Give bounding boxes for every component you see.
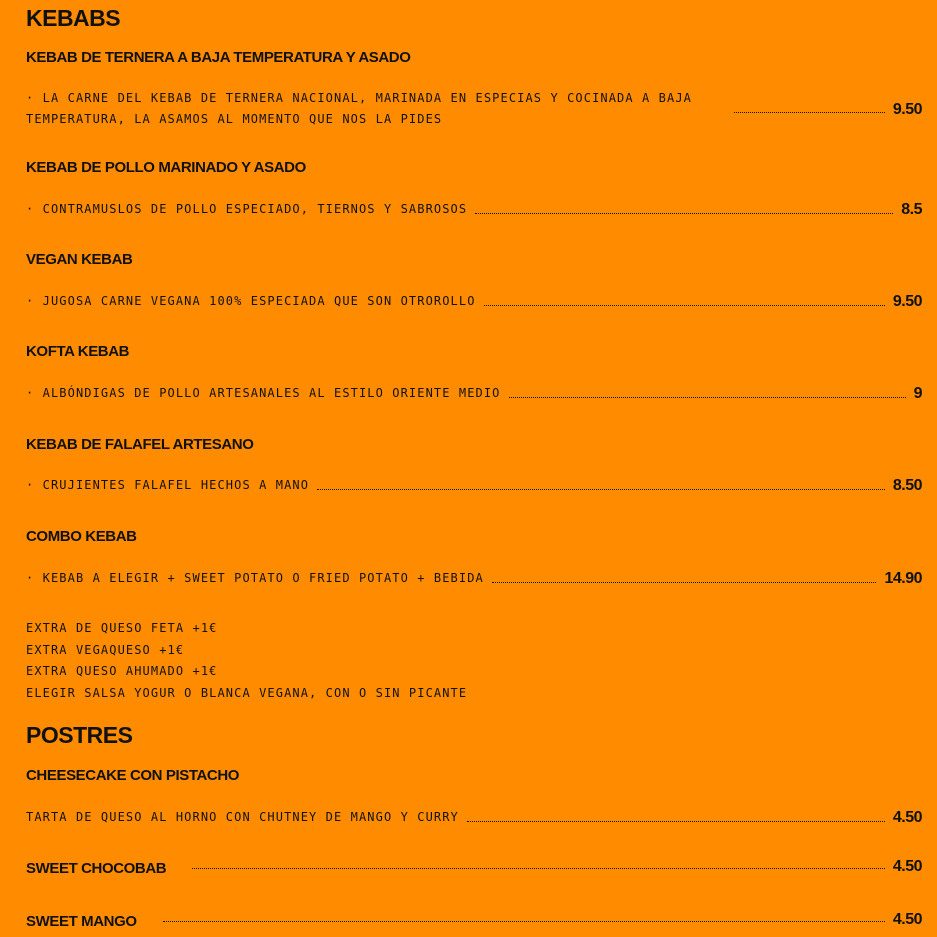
dot-leader <box>475 213 893 214</box>
section-title-kebabs: KEBABS <box>26 5 121 31</box>
extra-option: EXTRA VEGAQUESO +1€ <box>26 642 185 657</box>
menu-item-row <box>26 475 922 496</box>
dot-leader <box>734 112 885 113</box>
extras-list <box>26 618 467 704</box>
menu-item-row <box>26 807 922 828</box>
menu-item-row <box>26 568 922 589</box>
extra-option: EXTRA DE QUESO FETA +1€ <box>26 621 218 635</box>
item-price: 4.50 <box>892 809 922 826</box>
item-name-ternera: KEBAB DE TERNERA A BAJA TEMPERATURA Y ASADO <box>26 49 411 66</box>
dot-leader <box>509 397 906 398</box>
menu-item-row <box>26 291 922 312</box>
item-name-falafel: KEBAB DE FALAFEL ARTESANO <box>26 436 254 453</box>
item-price: 9 <box>913 385 922 402</box>
item-name-combo: COMBO KEBAB <box>26 528 137 545</box>
item-price: 4.50 <box>892 911 922 928</box>
dot-leader <box>192 868 885 869</box>
item-price: 4.50 <box>892 858 922 875</box>
item-name-cheesecake: CHEESECAKE CON PISTACHO <box>26 767 240 784</box>
extra-option: EXTRA QUESO AHUMADO +1€ <box>26 664 218 678</box>
item-description: · ALBÓNDIGAS DE POLLO ARTESANALES AL ESTILO ORIENTE MEDIO <box>26 386 501 400</box>
dot-leader <box>467 821 885 822</box>
item-name-chocobab: SWEET CHOCOBAB <box>26 859 167 877</box>
item-description: TARTA DE QUESO AL HORNO CON CHUTNEY DE MANGO Y CURRY <box>26 810 459 824</box>
dot-leader <box>163 921 885 922</box>
item-description: · CONTRAMUSLOS DE POLLO ESPECIADO, TIERNOS Y SABROSOS <box>26 202 468 216</box>
menu-item-row <box>26 383 922 404</box>
item-price: 9.50 <box>892 101 922 118</box>
item-name-kofta: KOFTA KEBAB <box>26 343 130 360</box>
item-description: · KEBAB A ELEGIR + SWEET POTATO O FRIED POTATO + BEBIDA <box>26 571 484 585</box>
item-price: 8.5 <box>901 201 922 218</box>
menu-item-row <box>26 912 922 930</box>
item-description: · CRUJIENTES FALAFEL HECHOS A MANO <box>26 478 310 492</box>
item-price: 14.90 <box>884 570 922 587</box>
item-price: 8.50 <box>892 477 922 494</box>
item-name-vegan: VEGAN KEBAB <box>26 251 133 268</box>
dot-leader <box>492 582 877 583</box>
item-name-sweet-mango: SWEET MANGO <box>26 912 137 930</box>
item-price: 9.50 <box>892 293 922 310</box>
section-title-postres: POSTRES <box>26 722 133 748</box>
extra-option: ELEGIR SALSA YOGUR O BLANCA VEGANA, CON O SIN PICANTE <box>26 685 468 700</box>
dot-leader <box>317 489 885 490</box>
dot-leader <box>484 305 885 306</box>
item-description: · LA CARNE DEL KEBAB DE TERNERA NACIONAL, MARINADA EN ESPECIAS Y COCINADA A BAJA TEMPERATURA, LA ASAMOS AL MOMENTO QUE NOS LA PIDES <box>26 91 692 126</box>
menu-item-row <box>26 88 922 130</box>
item-description: · JUGOSA CARNE VEGANA 100% ESPECIADA QUE SON OTROROLLO <box>26 294 476 308</box>
menu-item-row <box>26 859 922 877</box>
menu-item-row <box>26 199 922 220</box>
item-name-pollo: KEBAB DE POLLO MARINADO Y ASADO <box>26 159 306 176</box>
